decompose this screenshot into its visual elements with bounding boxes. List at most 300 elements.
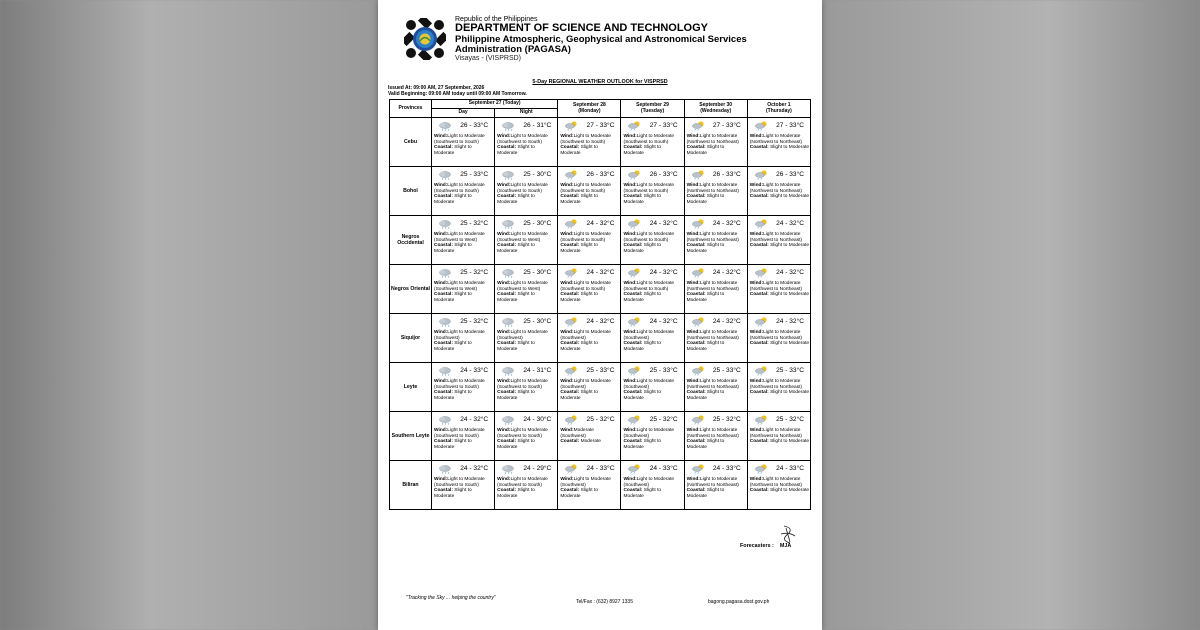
temperature-range: 25 - 32°C <box>712 416 741 423</box>
forecast-cell <box>558 265 621 314</box>
wind-value: Light to Moderate (Northwest to Northeast) <box>686 232 739 243</box>
office-name: Visayas - (VISPRSD) <box>455 54 521 62</box>
forecast-cell <box>684 118 747 167</box>
wind-label: Wind: <box>497 232 511 237</box>
coastal-value: Slight to Moderate <box>623 341 662 352</box>
conditions <box>497 379 556 401</box>
partly-cloudy-rain-icon <box>627 464 642 474</box>
conditions <box>434 379 493 401</box>
conditions <box>497 183 556 205</box>
forecast-cell <box>432 363 495 412</box>
wind-value: Light to Moderate (Southwest) <box>434 330 485 341</box>
wind-value: Light to Moderate (Northwest to Northeast) <box>686 183 739 194</box>
conditions <box>687 428 746 450</box>
temperature-range: 24 - 32°C <box>586 318 615 325</box>
wind-label: Wind: <box>497 428 511 433</box>
coastal-label: Coastal: <box>623 390 643 396</box>
wind-value: Light to Moderate (Northwest to Northeast) <box>686 477 739 488</box>
document-page <box>378 0 822 630</box>
coastal-value: Slight to Moderate <box>623 243 662 254</box>
wind-value: Light to Moderate (Southwest to West) <box>434 281 485 292</box>
temperature-range: 25 - 32°C <box>460 318 489 325</box>
table-row <box>390 314 811 363</box>
partly-cloudy-rain-icon <box>691 366 706 376</box>
conditions <box>497 330 556 352</box>
rain-cloud-icon <box>438 317 453 327</box>
coastal-label: Coastal: <box>749 488 769 494</box>
rain-cloud-icon <box>438 464 453 474</box>
temperature-range: 25 - 33°C <box>712 367 741 374</box>
coastal-label: Coastal: <box>623 488 643 494</box>
temperature-range: 27 - 33°C <box>649 122 678 129</box>
day-date: October 1 <box>767 101 791 108</box>
wind-label: Wind: <box>497 281 511 286</box>
temperature-range: 25 - 32°C <box>776 416 804 423</box>
temperature-range: 26 - 33°C <box>586 171 615 178</box>
conditions <box>497 428 556 450</box>
partly-cloudy-rain-icon <box>564 317 579 327</box>
republic-line: Republic of the Philippines <box>455 16 538 23</box>
forecast-cell <box>621 363 684 412</box>
partly-cloudy-rain-icon <box>691 268 706 278</box>
coastal-label: Coastal: <box>749 439 769 445</box>
wind-label: Wind: <box>497 379 511 384</box>
conditions <box>560 477 619 499</box>
temperature-range: 24 - 33°C <box>586 465 615 472</box>
wind-label: Wind: <box>686 232 700 237</box>
coastal-value: Slight to Moderate <box>560 341 598 352</box>
temperature-range: 24 - 32°C <box>776 269 804 276</box>
forecast-cell <box>558 314 621 363</box>
forecast-cell <box>432 167 495 216</box>
forecast-cell <box>684 265 747 314</box>
wind-value: Light to Moderate (Northwest to Northeast) <box>749 134 803 145</box>
coastal-label: Coastal: <box>686 194 706 200</box>
coastal-value: Slight to Moderate <box>560 488 598 499</box>
coastal-label: Coastal: <box>686 243 706 249</box>
temperature-range: 24 - 32°C <box>460 416 489 423</box>
temperature-range: 24 - 32°C <box>586 220 615 227</box>
wind-label: Wind: <box>623 134 637 139</box>
partly-cloudy-rain-icon <box>691 317 706 327</box>
forecaster-initials: MJA <box>779 543 792 549</box>
rain-cloud-icon <box>438 121 453 131</box>
coastal-label: Coastal: <box>497 488 517 494</box>
coastal-value: Slight to Moderate <box>434 292 472 303</box>
temperature-range: 24 - 33°C <box>460 367 489 374</box>
coastal-value: Slight to Moderate <box>560 194 598 205</box>
day-weekday: (Thursday) <box>765 107 792 114</box>
coastal-value: Slight to Moderate <box>770 390 809 396</box>
table-row <box>390 216 811 265</box>
wind-label: Wind: <box>434 428 448 433</box>
wind-label: Wind: <box>434 134 448 139</box>
coastal-label: Coastal: <box>623 292 643 298</box>
conditions <box>560 183 619 205</box>
wind-value: Light to Moderate (Northwest to Northeast) <box>749 428 803 439</box>
wind-label: Wind: <box>749 232 764 237</box>
coastal-value: Slight to Moderate <box>497 439 535 450</box>
coastal-value: Slight to Moderate <box>434 439 472 450</box>
wind-label: Wind: <box>560 330 574 335</box>
temperature-range: 25 - 30°C <box>523 318 552 325</box>
day-date: September 29 <box>636 101 669 108</box>
wind-value: Light to Moderate (Southwest) <box>623 330 675 341</box>
report-title: 5-Day REGIONAL WEATHER OUTLOOK for VISPRSD <box>532 79 668 85</box>
temperature-range: 24 - 32°C <box>712 220 741 227</box>
forecast-cell <box>495 412 558 461</box>
forecast-cell <box>432 461 495 510</box>
wind-value: Light to Moderate (Southwest to South) <box>434 379 485 390</box>
coastal-value: Slight to Moderate <box>686 243 725 254</box>
wind-label: Wind: <box>686 379 700 384</box>
table-row <box>390 265 811 314</box>
conditions <box>623 281 682 303</box>
website: bagong.pagasa.dost.gov.ph <box>708 599 770 605</box>
rain-cloud-icon <box>501 366 516 376</box>
forecast-cell <box>684 216 747 265</box>
table-row <box>390 461 811 510</box>
coastal-label: Coastal: <box>497 243 517 249</box>
coastal-label: Coastal: <box>560 145 580 151</box>
coastal-label: Coastal: <box>623 439 643 445</box>
coastal-label: Coastal: <box>749 390 769 396</box>
temperature-range: 24 - 32°C <box>712 318 741 325</box>
rain-cloud-icon <box>501 268 516 278</box>
conditions <box>560 134 619 156</box>
coastal-label: Coastal: <box>686 439 706 445</box>
coastal-label: Coastal: <box>749 292 769 298</box>
wind-label: Wind: <box>497 183 511 188</box>
coastal-value: Slight to Moderate <box>623 194 662 205</box>
forecast-cell <box>495 461 558 510</box>
conditions <box>434 428 493 450</box>
wind-label: Wind: <box>560 379 574 384</box>
forecast-cell <box>558 216 621 265</box>
forecast-cell <box>495 314 558 363</box>
coastal-value: Slight to Moderate <box>623 390 662 401</box>
temperature-range: 26 - 33°C <box>460 122 489 129</box>
coastal-label: Coastal: <box>749 243 769 249</box>
partly-cloudy-rain-icon <box>627 366 642 376</box>
conditions <box>687 477 746 499</box>
conditions <box>623 183 682 205</box>
coastal-value: Slight to Moderate <box>623 439 662 450</box>
conditions <box>560 330 619 352</box>
wind-label: Wind: <box>623 379 637 384</box>
wind-value: Light to Moderate (Southwest to South) <box>497 477 548 488</box>
table-row <box>390 363 811 412</box>
partly-cloudy-rain-icon <box>754 317 769 327</box>
wind-label: Wind: <box>434 477 448 482</box>
partly-cloudy-rain-icon <box>691 219 706 229</box>
coastal-label: Coastal: <box>434 194 453 200</box>
wind-value: Light to Moderate (Northwest to Northeast) <box>749 232 803 243</box>
coastal-value: Slight to Moderate <box>560 292 598 303</box>
day-header-1 <box>558 100 621 118</box>
wind-value: Light to Moderate (Southwest to South) <box>434 477 485 488</box>
partly-cloudy-rain-icon <box>754 366 769 376</box>
wind-label: Wind: <box>434 281 448 286</box>
forecast-cell <box>747 118 810 167</box>
coastal-value: Slight to Moderate <box>434 243 472 254</box>
coastal-value: Slight to Moderate <box>770 194 809 200</box>
coastal-label: Coastal: <box>560 341 580 347</box>
rain-cloud-icon <box>501 464 516 474</box>
wind-value: Light to Moderate (Southwest to South) <box>560 183 611 194</box>
coastal-value: Slight to Moderate <box>770 243 809 249</box>
day-weekday: (Monday) <box>578 107 601 114</box>
coastal-label: Coastal: <box>560 390 580 396</box>
forecast-cell <box>432 216 495 265</box>
temperature-range: 25 - 30°C <box>523 269 552 276</box>
partly-cloudy-rain-icon <box>627 170 642 180</box>
coastal-value: Slight to Moderate <box>623 292 662 303</box>
temperature-range: 24 - 32°C <box>460 465 489 472</box>
conditions <box>623 477 682 499</box>
table-row <box>390 412 811 461</box>
coastal-value: Slight to Moderate <box>686 194 725 205</box>
conditions <box>687 183 746 205</box>
conditions <box>560 232 619 254</box>
temperature-range: 24 - 32°C <box>712 269 741 276</box>
coastal-value: Slight to Moderate <box>686 488 725 499</box>
wind-value: Light to Moderate (Southwest to West) <box>497 232 548 243</box>
temperature-range: 24 - 29°C <box>523 465 552 472</box>
coastal-label: Coastal: <box>434 292 453 298</box>
forecast-cell <box>747 363 810 412</box>
coastal-value: Slight to Moderate <box>770 488 809 494</box>
wind-value: Light to Moderate (Southwest to West) <box>497 281 548 292</box>
coastal-value: Slight to Moderate <box>434 341 472 352</box>
forecast-cell <box>432 314 495 363</box>
forecast-cell <box>621 265 684 314</box>
wind-label: Wind: <box>560 134 574 139</box>
coastal-value: Slight to Moderate <box>434 145 472 156</box>
temperature-range: 24 - 33°C <box>649 465 678 472</box>
wind-value: Light to Moderate (Northwest to Northeast) <box>749 477 803 488</box>
conditions <box>750 281 809 298</box>
table-row <box>390 167 811 216</box>
coastal-label: Coastal: <box>434 145 453 151</box>
partly-cloudy-rain-icon <box>691 415 706 425</box>
province-name: Negros Occidental <box>390 216 432 265</box>
temperature-range: 24 - 32°C <box>586 269 615 276</box>
temperature-range: 25 - 33°C <box>460 171 489 178</box>
wind-value: Light to Moderate (Southwest) <box>497 330 548 341</box>
forecast-cell <box>684 167 747 216</box>
conditions <box>750 134 809 151</box>
coastal-value: Slight to Moderate <box>560 145 598 156</box>
temperature-range: 24 - 30°C <box>523 416 552 423</box>
wind-label: Wind: <box>434 232 448 237</box>
coastal-label: Coastal: <box>497 145 517 151</box>
partly-cloudy-rain-icon <box>627 415 642 425</box>
conditions <box>560 379 619 401</box>
partly-cloudy-rain-icon <box>564 268 579 278</box>
partly-cloudy-rain-icon <box>627 268 642 278</box>
forecasters <box>740 543 791 549</box>
rain-cloud-icon <box>438 415 453 425</box>
wind-value: Light to Moderate (Southwest to South) <box>434 134 485 145</box>
coastal-value: Slight to Moderate <box>497 145 535 156</box>
weather-outlook-table <box>389 99 811 510</box>
wind-value: Light to Moderate (Southwest to South) <box>497 183 548 194</box>
wind-label: Wind: <box>560 428 574 433</box>
forecast-cell <box>621 216 684 265</box>
temperature-range: 27 - 33°C <box>776 122 804 129</box>
temperature-range: 27 - 33°C <box>712 122 741 129</box>
wind-label: Wind: <box>749 134 764 139</box>
conditions <box>560 428 619 445</box>
wind-value: Light to Moderate (Southwest) <box>623 428 675 439</box>
wind-label: Wind: <box>686 183 700 188</box>
temperature-range: 24 - 32°C <box>776 220 804 227</box>
coastal-label: Coastal: <box>623 341 643 347</box>
forecast-cell <box>495 216 558 265</box>
wind-label: Wind: <box>623 183 637 188</box>
province-name: Siquijor <box>390 314 432 363</box>
forecast-cell <box>747 265 810 314</box>
forecast-cell <box>558 118 621 167</box>
forecast-cell <box>495 265 558 314</box>
wind-value: Light to Moderate (Southwest to South) <box>623 232 675 243</box>
partly-cloudy-rain-icon <box>564 121 579 131</box>
coastal-value: Slight to Moderate <box>686 145 725 156</box>
wind-value: Light to Moderate (Northwest to Northeast) <box>686 379 739 390</box>
forecast-cell <box>432 265 495 314</box>
wind-value: Light to Moderate (Northwest to Northeast) <box>686 134 739 145</box>
temperature-range: 24 - 33°C <box>712 465 741 472</box>
today-night-header: Night <box>495 109 558 118</box>
forecast-cell <box>558 412 621 461</box>
coastal-label: Coastal: <box>560 194 580 200</box>
rain-cloud-icon <box>438 268 453 278</box>
forecast-cell <box>747 216 810 265</box>
temperature-range: 25 - 32°C <box>586 416 615 423</box>
conditions <box>434 232 493 254</box>
coastal-label: Coastal: <box>434 243 453 249</box>
partly-cloudy-rain-icon <box>754 170 769 180</box>
temperature-range: 26 - 33°C <box>649 171 678 178</box>
province-name: Southern Leyte <box>390 412 432 461</box>
province-name: Biliran <box>390 461 432 510</box>
letterhead <box>455 16 747 62</box>
province-name: Negros Oriental <box>390 265 432 314</box>
wind-value: Light to Moderate (Southwest to South) <box>623 183 675 194</box>
forecast-cell <box>432 118 495 167</box>
province-name: Cebu <box>390 118 432 167</box>
wind-label: Wind: <box>623 330 637 335</box>
rain-cloud-icon <box>438 219 453 229</box>
wind-value: Light to Moderate (Northwest to Northeast) <box>686 330 739 341</box>
coastal-value: Slight to Moderate <box>434 194 472 205</box>
wind-label: Wind: <box>686 134 700 139</box>
wind-label: Wind: <box>497 134 511 139</box>
coastal-value: Slight to Moderate <box>434 390 472 401</box>
wind-value: Light to Moderate (Southwest to South) <box>497 379 548 390</box>
coastal-value: Slight to Moderate <box>770 341 809 347</box>
wind-value: Light to Moderate (Northwest to Northeast) <box>749 379 803 390</box>
forecast-cell <box>684 461 747 510</box>
coastal-value: Slight to Moderate <box>560 243 598 254</box>
coastal-value: Slight to Moderate <box>686 390 725 401</box>
conditions <box>750 183 809 200</box>
rain-cloud-icon <box>438 366 453 376</box>
coastal-value: Slight to Moderate <box>497 390 535 401</box>
wind-label: Wind: <box>434 183 448 188</box>
partly-cloudy-rain-icon <box>754 268 769 278</box>
issued-at: Issued At: 09:00 AM, 27 September, 2026 <box>388 85 485 91</box>
coastal-label: Coastal: <box>497 341 517 347</box>
conditions <box>623 330 682 352</box>
wind-value: Light to Moderate (Northwest to Northeast) <box>686 428 739 439</box>
wind-value: Light to Moderate (Southwest to South) <box>497 428 548 439</box>
wind-label: Wind: <box>686 477 700 482</box>
forecast-cell <box>558 461 621 510</box>
wind-label: Wind: <box>686 330 700 335</box>
conditions <box>750 330 809 347</box>
partly-cloudy-rain-icon <box>754 121 769 131</box>
temperature-range: 26 - 31°C <box>523 122 552 129</box>
wind-label: Wind: <box>434 330 448 335</box>
forecast-cell <box>684 363 747 412</box>
wind-label: Wind: <box>686 428 700 433</box>
partly-cloudy-rain-icon <box>564 415 579 425</box>
blurred-background-right <box>822 0 1200 630</box>
wind-value: Light to Moderate (Southwest) <box>560 330 611 341</box>
coastal-value: Slight to Moderate <box>686 341 725 352</box>
wind-value: Light to Moderate (Southwest to South) <box>623 281 675 292</box>
coastal-label: Coastal: <box>686 488 706 494</box>
conditions <box>434 281 493 303</box>
conditions <box>750 232 809 249</box>
provinces-header: Provinces <box>390 100 432 118</box>
temperature-range: 25 - 32°C <box>460 220 489 227</box>
forecast-cell <box>432 412 495 461</box>
wind-label: Wind: <box>497 477 511 482</box>
conditions <box>497 134 556 156</box>
telfax: Tel/Fax : (632) 8927 1335 <box>576 599 633 605</box>
wind-label: Wind: <box>623 477 637 482</box>
forecast-cell <box>621 118 684 167</box>
coastal-label: Coastal: <box>623 145 643 151</box>
coastal-value: Slight to Moderate <box>497 243 535 254</box>
forecast-cell <box>747 314 810 363</box>
coastal-label: Coastal: <box>686 390 706 396</box>
forecast-cell <box>621 314 684 363</box>
forecast-cell <box>621 167 684 216</box>
temperature-range: 26 - 33°C <box>776 171 804 178</box>
coastal-label: Coastal: <box>560 243 580 249</box>
wind-label: Wind: <box>623 232 637 237</box>
conditions <box>497 477 556 499</box>
wind-label: Wind: <box>434 379 448 384</box>
day-weekday: (Wednesday) <box>700 107 732 114</box>
forecast-cell <box>747 167 810 216</box>
temperature-range: 25 - 30°C <box>523 220 552 227</box>
wind-value: Light to Moderate (Southwest) <box>623 477 675 488</box>
conditions <box>687 379 746 401</box>
wind-value: Light to Moderate (Northwest to Northeast) <box>749 183 803 194</box>
wind-value: Light to Moderate (Southwest to South) <box>623 134 675 145</box>
issue-info <box>388 85 527 98</box>
wind-label: Wind: <box>560 281 574 286</box>
temperature-range: 25 - 33°C <box>649 367 678 374</box>
forecast-cell <box>684 314 747 363</box>
temperature-range: 25 - 32°C <box>460 269 489 276</box>
wind-label: Wind: <box>749 379 764 384</box>
